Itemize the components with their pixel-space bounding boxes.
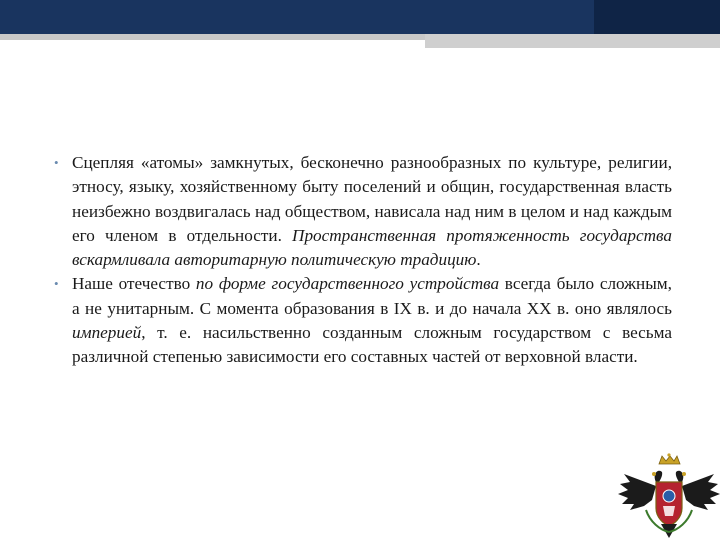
slide-body: [54, 151, 672, 370]
bullet-1-segment-2: Пространственная протяженность государства вскармливала авторитарную политическую традицию: [72, 225, 672, 270]
header-separator-right: [425, 34, 720, 48]
bullet-2-segment-2: по форме государственного устройства: [195, 274, 500, 294]
header-separator-left: [0, 34, 425, 40]
bullet-marker-icon: •: [54, 276, 59, 292]
bullet-item-2: [54, 272, 672, 369]
double-headed-eagle-icon: [616, 452, 720, 540]
bullet-2-segment-5: , т. е. насильственно созданным сложным государством с весьма различной степенью зависимости его составных частей от верховной власти.: [72, 323, 672, 367]
bullet-2-segment-4: империей: [72, 323, 142, 343]
bullet-2-segment-1: Наше отечество: [72, 274, 196, 294]
bullet-1-segment-3: .: [476, 250, 481, 270]
bullet-2-segment-3: всегда было сложным, а не унитарным. С момента образования в IX в. и до начала XX в. оно являлось: [72, 274, 672, 318]
bullet-item-1: [54, 151, 672, 272]
header-accent: [594, 0, 720, 34]
bullet-1-segment-1: Сцепляя «атомы» замкнутых, бесконечно разнообразных по культуре, религии, этносу, языку, хозяйственному быту поселений и общин, государственная власть неизбежно воздвигалась над обществом, нависала над ним в целом и над каждым его членом в отдельности.: [72, 153, 672, 245]
bullet-marker-icon: •: [54, 155, 59, 170]
